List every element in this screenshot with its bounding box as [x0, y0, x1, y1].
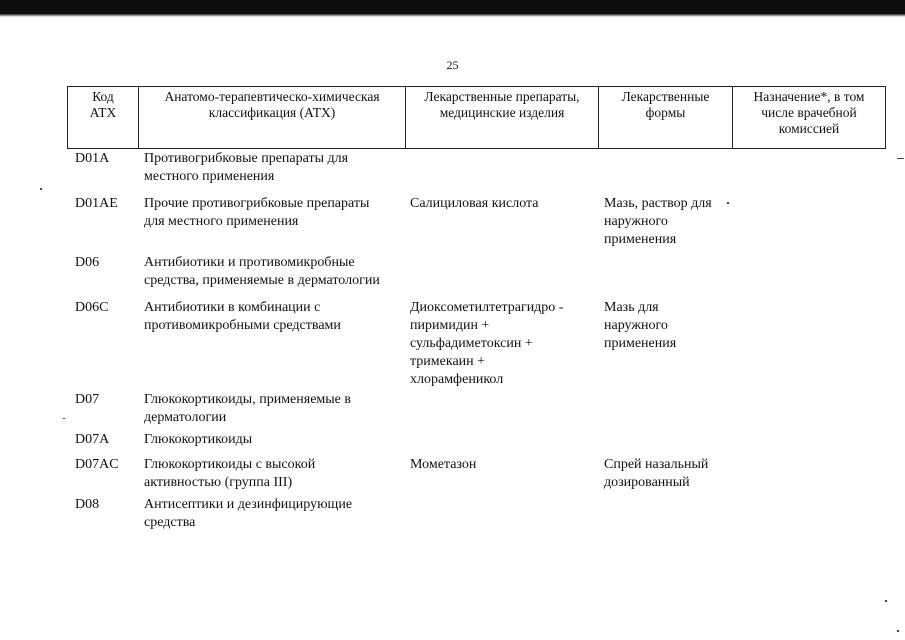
row-classification: Глюкокортикоиды — [144, 432, 253, 447]
row-form: Спрей назальный дозированный — [604, 457, 709, 490]
header-code: Код АТХ — [68, 87, 139, 148]
row-form: Мазь для наружного применения — [604, 300, 677, 351]
row-code: D06 — [75, 255, 100, 270]
scan-top-border — [0, 0, 905, 14]
row-code: D07A — [75, 432, 110, 447]
row-classification: Глюкокортикоиды с высокой активностью (группа III) — [144, 457, 316, 490]
row-code: D01A — [75, 151, 110, 166]
scan-artifact — [727, 202, 729, 204]
table-header — [67, 86, 886, 149]
row-classification: Противогрибковые препараты для местного применения — [144, 151, 349, 184]
row-form: Мазь, раствор для наружного применения — [604, 196, 712, 247]
row-classification: Антибиотики и противомикробные средства, применяемые в дерматологии — [144, 255, 380, 288]
row-classification: Прочие противогрибковые препараты для местного применения — [144, 196, 370, 229]
header-forms: Лекарственные формы — [599, 87, 733, 148]
scan-artifact — [897, 630, 899, 632]
row-drug: Диоксометилтетрагидро - пиримидин + сульфадиметоксин + тримекаин + хлорамфеникол — [410, 300, 564, 387]
scan-artifact — [63, 418, 65, 419]
header-drugs: Лекарственные препараты, медицинские изделия — [406, 87, 599, 148]
row-code: D08 — [75, 497, 100, 512]
scan-artifact — [897, 158, 904, 159]
row-code: D06C — [75, 300, 109, 315]
row-code: D07AC — [75, 457, 119, 472]
header-classification: Анатомо-терапевтическо-химическая классификация (АТХ) — [139, 87, 406, 148]
scan-artifact — [885, 600, 887, 602]
row-classification: Глюкокортикоиды, применяемые в дерматологии — [144, 392, 351, 425]
row-classification: Антибиотики в комбинации с противомикробными средствами — [144, 300, 341, 333]
header-purpose: Назначение*, в том числе врачебной комиссией — [753, 89, 865, 136]
scan-artifact — [40, 188, 42, 190]
row-drug: Салициловая кислота — [410, 196, 539, 211]
row-code: D07 — [75, 392, 100, 407]
page-number: 25 — [446, 58, 459, 72]
row-drug: Мометазон — [410, 457, 477, 472]
row-code: D01AE — [75, 196, 118, 211]
row-classification: Антисептики и дезинфицирующие средства — [144, 497, 353, 530]
